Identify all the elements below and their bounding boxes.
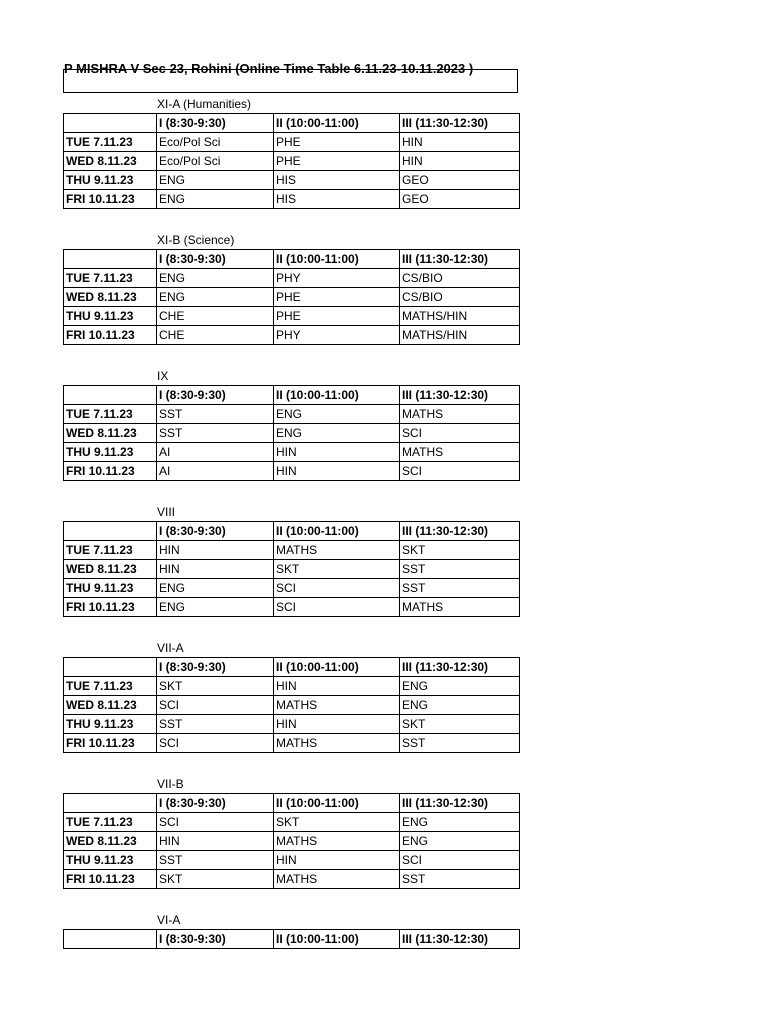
period-header: II (10:00-11:00) <box>274 522 400 541</box>
subject-cell: SST <box>400 734 520 753</box>
subject-cell: HIN <box>274 715 400 734</box>
day-cell: TUE 7.11.23 <box>64 541 157 560</box>
table-row <box>64 288 520 307</box>
section-label: VI-A <box>157 913 181 927</box>
subject-cell: ENG <box>400 832 520 851</box>
subject-cell: MATHS <box>274 541 400 560</box>
day-cell: WED 8.11.23 <box>64 696 157 715</box>
period-header: I (8:30-9:30) <box>157 114 274 133</box>
day-cell: TUE 7.11.23 <box>64 677 157 696</box>
day-cell: WED 8.11.23 <box>64 560 157 579</box>
subject-cell: GEO <box>400 190 520 209</box>
subject-cell: AI <box>157 462 274 481</box>
table-row <box>64 677 520 696</box>
subject-cell: PHY <box>274 269 400 288</box>
timetable-table <box>63 249 520 345</box>
day-cell: WED 8.11.23 <box>64 288 157 307</box>
subject-cell: SCI <box>400 851 520 870</box>
table-row <box>64 832 520 851</box>
subject-cell: MATHS <box>400 443 520 462</box>
subject-cell: SKT <box>400 715 520 734</box>
title-box <box>63 61 518 93</box>
table-row <box>64 598 520 617</box>
subject-cell: ENG <box>400 813 520 832</box>
day-cell: TUE 7.11.23 <box>64 133 157 152</box>
day-cell: WED 8.11.23 <box>64 424 157 443</box>
period-header: II (10:00-11:00) <box>274 658 400 677</box>
subject-cell: SCI <box>157 813 274 832</box>
day-cell: THU 9.11.23 <box>64 307 157 326</box>
timetable-table <box>63 929 520 949</box>
section-label: IX <box>157 369 169 383</box>
table-row <box>64 851 520 870</box>
table-row <box>64 190 520 209</box>
timetable-section <box>63 911 519 949</box>
subject-cell: SST <box>157 405 274 424</box>
subject-cell: ENG <box>157 288 274 307</box>
subject-cell: MATHS <box>400 598 520 617</box>
subject-cell: MATHS <box>400 405 520 424</box>
subject-cell: PHE <box>274 133 400 152</box>
day-cell: TUE 7.11.23 <box>64 813 157 832</box>
subject-cell: ENG <box>274 405 400 424</box>
header-blank-cell <box>64 794 157 813</box>
table-row <box>64 560 520 579</box>
period-header: I (8:30-9:30) <box>157 522 274 541</box>
table-header-row <box>64 114 520 133</box>
subject-cell: ENG <box>157 171 274 190</box>
section-label: VII-B <box>157 777 184 791</box>
subject-cell: HIS <box>274 190 400 209</box>
subject-cell: PHY <box>274 326 400 345</box>
subject-cell: SKT <box>274 560 400 579</box>
header-blank-cell <box>64 114 157 133</box>
timetable-section <box>63 639 519 753</box>
header-blank-cell <box>64 386 157 405</box>
subject-cell: MATHS <box>274 734 400 753</box>
timetable-section <box>63 775 519 889</box>
subject-cell: GEO <box>400 171 520 190</box>
period-header: III (11:30-12:30) <box>400 658 520 677</box>
table-row <box>64 579 520 598</box>
timetable-section <box>63 231 519 345</box>
period-header: I (8:30-9:30) <box>157 658 274 677</box>
subject-cell: ENG <box>157 598 274 617</box>
table-header-row <box>64 794 520 813</box>
subject-cell: MATHS <box>274 870 400 889</box>
table-header-row <box>64 522 520 541</box>
table-header-row <box>64 386 520 405</box>
header-blank-cell <box>64 930 157 949</box>
header-blank-cell <box>64 658 157 677</box>
subject-cell: MATHS <box>274 696 400 715</box>
day-cell: THU 9.11.23 <box>64 579 157 598</box>
subject-cell: SST <box>400 560 520 579</box>
day-cell: THU 9.11.23 <box>64 443 157 462</box>
day-cell: WED 8.11.23 <box>64 152 157 171</box>
section-label: XI-A (Humanities) <box>157 97 252 111</box>
subject-cell: ENG <box>157 190 274 209</box>
day-cell: THU 9.11.23 <box>64 171 157 190</box>
table-row <box>64 326 520 345</box>
table-row <box>64 813 520 832</box>
subject-cell: SST <box>400 579 520 598</box>
subject-cell: HIN <box>274 462 400 481</box>
subject-cell: SST <box>157 851 274 870</box>
page-title: P MISHRA V Sec 23, Rohini (Online Time Table 6.11.23-10.11.2023 ) <box>64 61 474 76</box>
subject-cell: SST <box>157 715 274 734</box>
table-header-row <box>64 250 520 269</box>
table-row <box>64 133 520 152</box>
period-header: II (10:00-11:00) <box>274 250 400 269</box>
day-cell: FRI 10.11.23 <box>64 870 157 889</box>
subject-cell: AI <box>157 443 274 462</box>
section-label: VII-A <box>157 641 184 655</box>
section-label: XI-B (Science) <box>157 233 235 247</box>
table-row <box>64 443 520 462</box>
period-header: I (8:30-9:30) <box>157 250 274 269</box>
subject-cell: ENG <box>274 424 400 443</box>
table-row <box>64 152 520 171</box>
subject-cell: SCI <box>400 424 520 443</box>
table-row <box>64 424 520 443</box>
subject-cell: MATHS/HIN <box>400 326 520 345</box>
timetable-table <box>63 793 520 889</box>
period-header: II (10:00-11:00) <box>274 386 400 405</box>
day-cell: TUE 7.11.23 <box>64 269 157 288</box>
subject-cell: ENG <box>400 696 520 715</box>
subject-cell: SKT <box>400 541 520 560</box>
subject-cell: SST <box>400 870 520 889</box>
subject-cell: ENG <box>400 677 520 696</box>
subject-cell: SKT <box>157 677 274 696</box>
subject-cell: MATHS/HIN <box>400 307 520 326</box>
subject-cell: HIN <box>157 560 274 579</box>
subject-cell: HIN <box>157 832 274 851</box>
section-label: VIII <box>157 505 176 519</box>
subject-cell: SCI <box>400 462 520 481</box>
header-blank-cell <box>64 250 157 269</box>
timetable-table <box>63 521 520 617</box>
period-header: II (10:00-11:00) <box>274 114 400 133</box>
subject-cell: HIS <box>274 171 400 190</box>
period-header: I (8:30-9:30) <box>157 930 274 949</box>
table-row <box>64 541 520 560</box>
table-row <box>64 405 520 424</box>
period-header: I (8:30-9:30) <box>157 386 274 405</box>
subject-cell: SST <box>157 424 274 443</box>
table-row <box>64 307 520 326</box>
period-header: I (8:30-9:30) <box>157 794 274 813</box>
subject-cell: HIN <box>274 677 400 696</box>
subject-cell: CS/BIO <box>400 269 520 288</box>
timetable-table <box>63 385 520 481</box>
period-header: III (11:30-12:30) <box>400 250 520 269</box>
table-row <box>64 696 520 715</box>
period-header: III (11:30-12:30) <box>400 386 520 405</box>
timetable-table <box>63 113 520 209</box>
day-cell: FRI 10.11.23 <box>64 598 157 617</box>
subject-cell: HIN <box>274 851 400 870</box>
subject-cell: HIN <box>400 133 520 152</box>
subject-cell: MATHS <box>274 832 400 851</box>
subject-cell: CHE <box>157 326 274 345</box>
day-cell: THU 9.11.23 <box>64 715 157 734</box>
period-header: II (10:00-11:00) <box>274 794 400 813</box>
day-cell: TUE 7.11.23 <box>64 405 157 424</box>
subject-cell: HIN <box>274 443 400 462</box>
subject-cell: Eco/Pol Sci <box>157 133 274 152</box>
table-row <box>64 734 520 753</box>
subject-cell: ENG <box>157 269 274 288</box>
subject-cell: PHE <box>274 288 400 307</box>
period-header: III (11:30-12:30) <box>400 522 520 541</box>
timetable-section <box>63 95 519 209</box>
subject-cell: HIN <box>400 152 520 171</box>
table-row <box>64 171 520 190</box>
subject-cell: SKT <box>157 870 274 889</box>
subject-cell: SKT <box>274 813 400 832</box>
subject-cell: SCI <box>157 734 274 753</box>
table-header-row <box>64 930 520 949</box>
subject-cell: SCI <box>274 598 400 617</box>
timetable-table <box>63 657 520 753</box>
table-row <box>64 870 520 889</box>
day-cell: FRI 10.11.23 <box>64 326 157 345</box>
period-header: II (10:00-11:00) <box>274 930 400 949</box>
table-row <box>64 269 520 288</box>
subject-cell: PHE <box>274 307 400 326</box>
day-cell: FRI 10.11.23 <box>64 190 157 209</box>
day-cell: THU 9.11.23 <box>64 851 157 870</box>
table-row <box>64 462 520 481</box>
timetable-section <box>63 367 519 481</box>
period-header: III (11:30-12:30) <box>400 794 520 813</box>
table-row <box>64 715 520 734</box>
timetable-section <box>63 503 519 617</box>
period-header: III (11:30-12:30) <box>400 114 520 133</box>
table-header-row <box>64 658 520 677</box>
subject-cell: SCI <box>274 579 400 598</box>
subject-cell: CHE <box>157 307 274 326</box>
subject-cell: HIN <box>157 541 274 560</box>
subject-cell: CS/BIO <box>400 288 520 307</box>
period-header: III (11:30-12:30) <box>400 930 520 949</box>
subject-cell: ENG <box>157 579 274 598</box>
subject-cell: SCI <box>157 696 274 715</box>
day-cell: FRI 10.11.23 <box>64 462 157 481</box>
day-cell: WED 8.11.23 <box>64 832 157 851</box>
subject-cell: PHE <box>274 152 400 171</box>
day-cell: FRI 10.11.23 <box>64 734 157 753</box>
subject-cell: Eco/Pol Sci <box>157 152 274 171</box>
header-blank-cell <box>64 522 157 541</box>
